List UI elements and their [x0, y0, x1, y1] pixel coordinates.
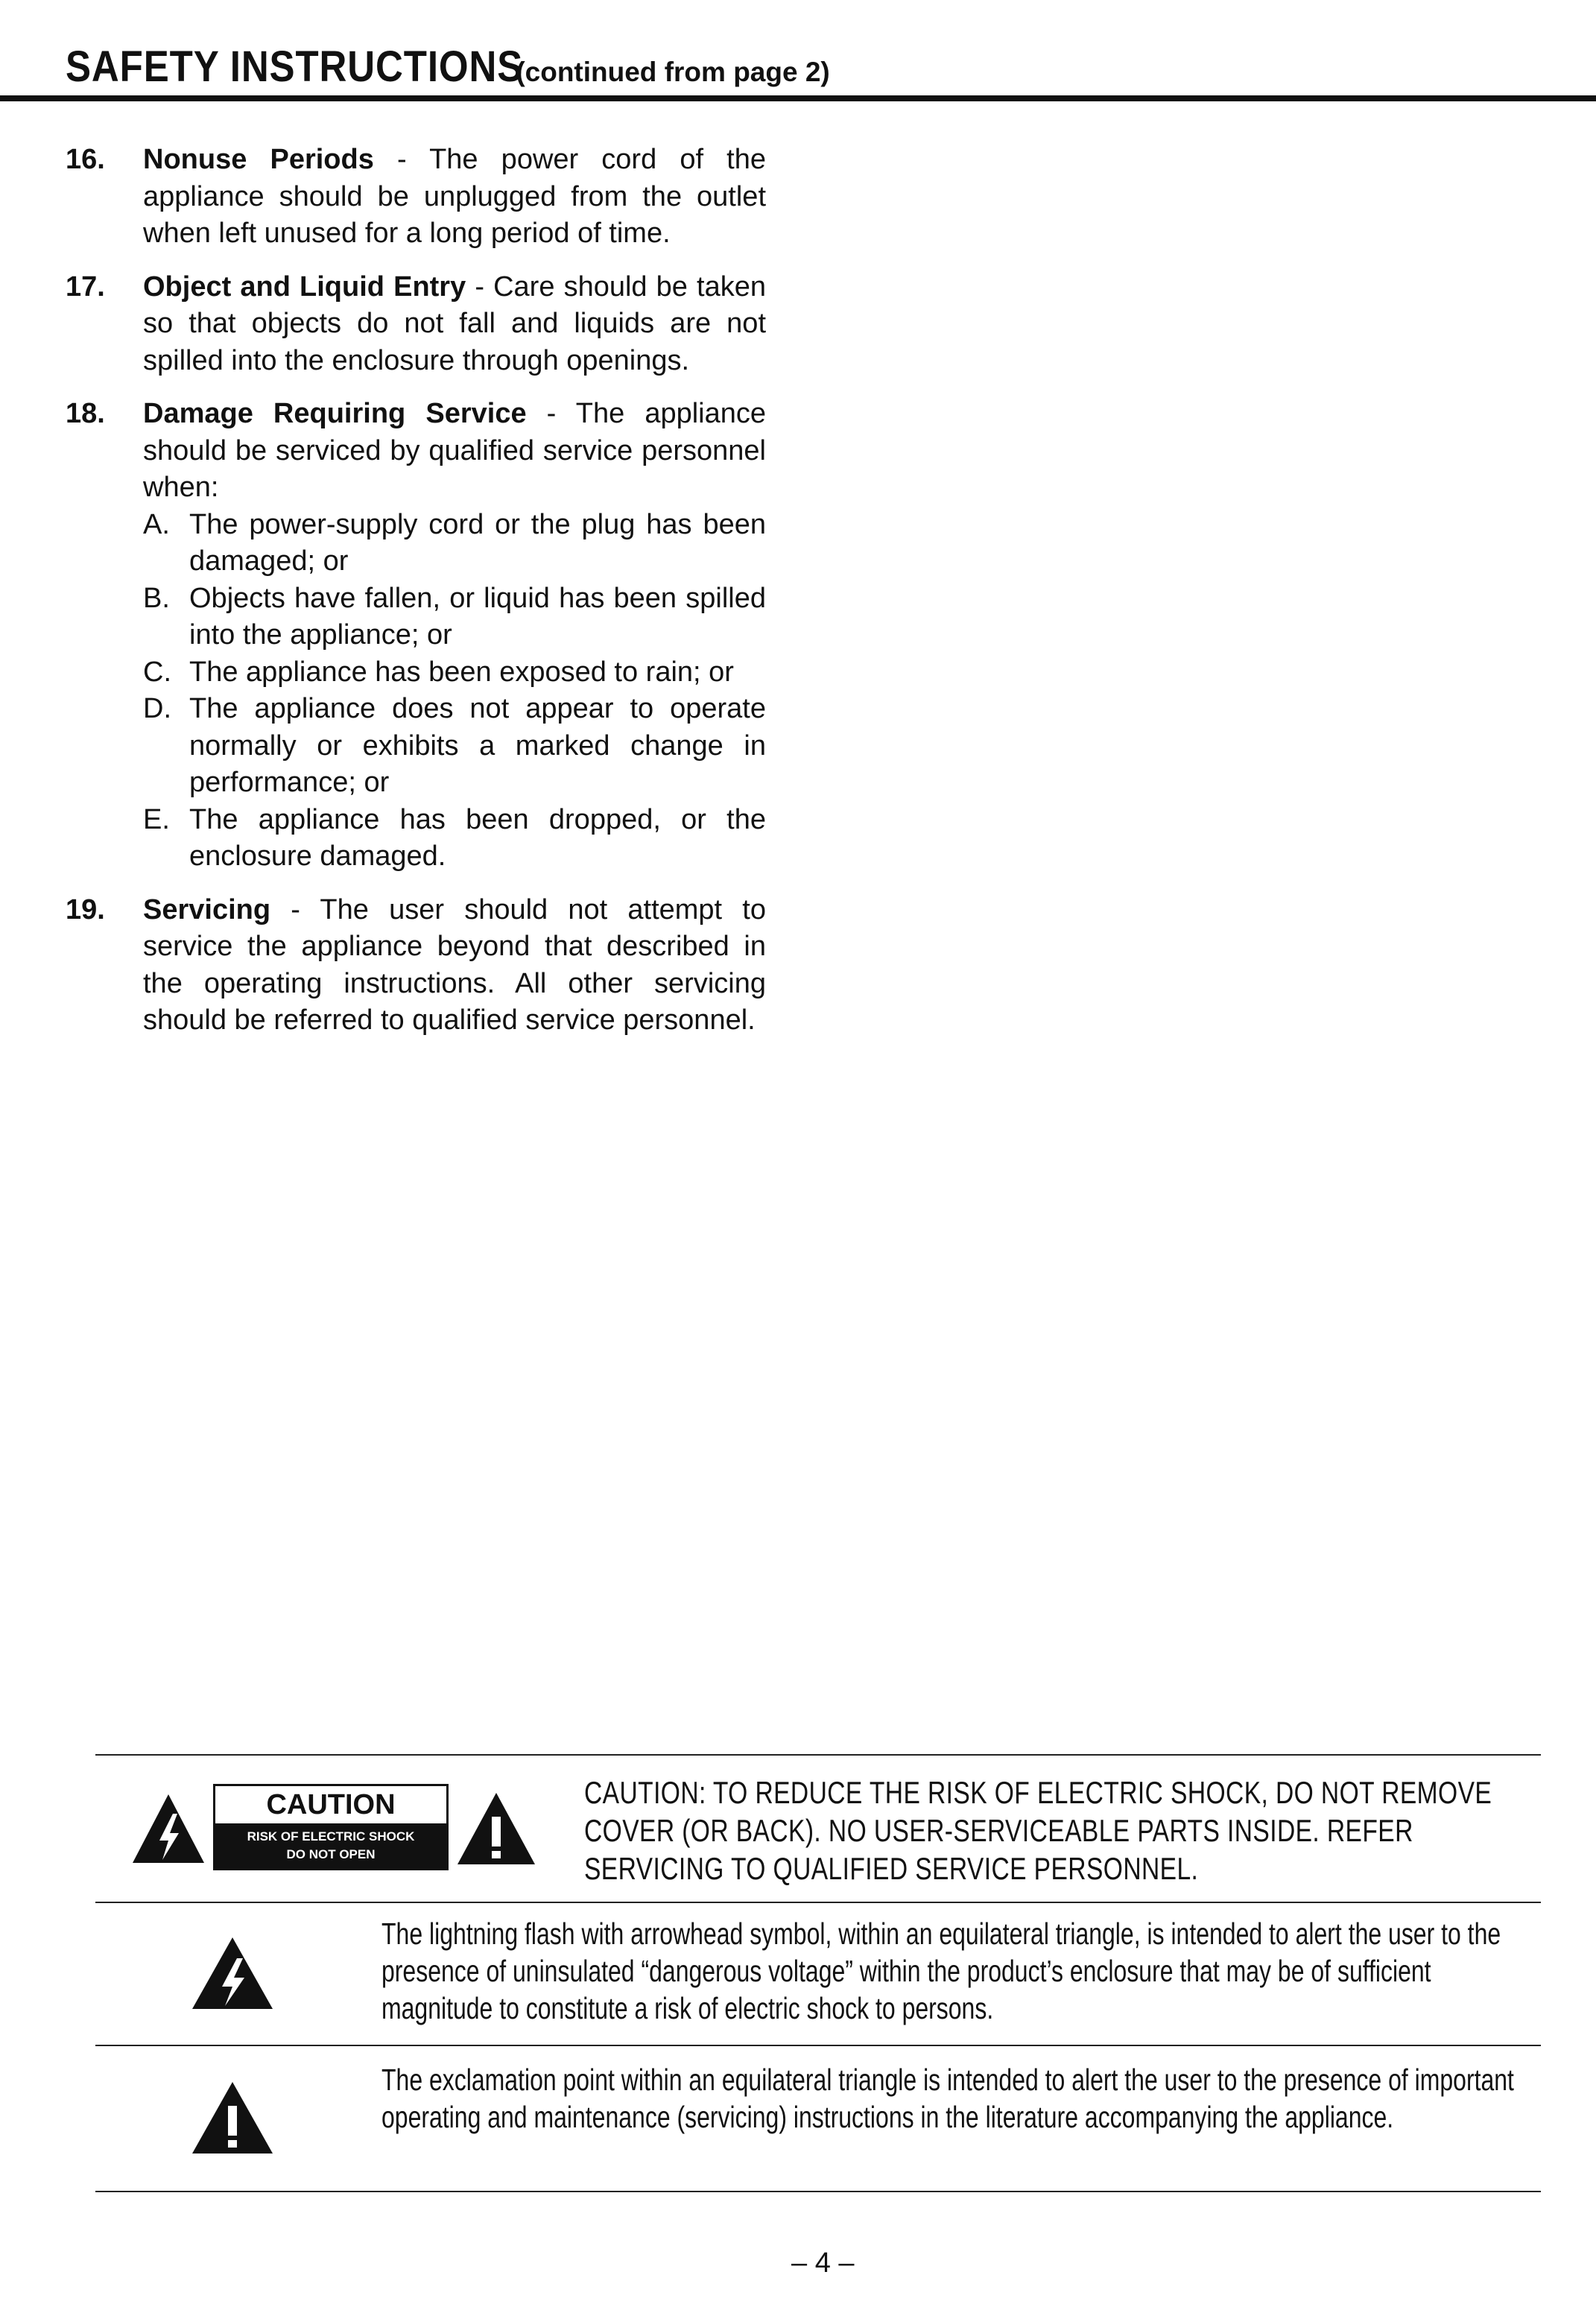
caution-text: CAUTION: TO REDUCE THE RISK OF ELECTRIC SHOCK, DO NOT REMOVE COVER (OR BACK). NO USER-SERVICEABLE PARTS INSIDE. REFER SERVICING TO QUALIFIED SERVICE PERSONNEL.	[584, 1775, 1492, 1886]
exclamation-triangle-icon	[455, 1790, 538, 1867]
item-number: 19.	[66, 893, 105, 925]
exclamation-explanation: The exclamation point within an equilateral triangle is intended to alert the user to the presence of important operating and maintenance (servicing) instructions in the literature accompanying the appliance.	[381, 2063, 1514, 2134]
sub-item-text: The appliance does not appear to operate normally or exhibits a marked change in performance; or	[189, 693, 766, 798]
caution-label-line1: RISK OF ELECTRIC SHOCK	[247, 1829, 415, 1844]
sub-item-letter: D.	[143, 693, 171, 724]
page-title: SAFETY INSTRUCTIONS	[66, 42, 524, 91]
item-text: - The user should not attempt to service the appliance beyond that described in the operating instructions. All other servicing should be referred to qualified service personnel.	[143, 893, 766, 1036]
list-item	[66, 892, 766, 1039]
sub-item-text: The appliance has been dropped, or the enclosure damaged.	[189, 803, 766, 872]
caution-label-line2: DO NOT OPEN	[286, 1847, 376, 1861]
sub-item	[143, 580, 766, 654]
sub-item	[143, 654, 766, 692]
item-number: 17.	[66, 270, 105, 303]
exclamation-triangle-icon	[189, 2079, 276, 2156]
caution-rule-2	[95, 2045, 1541, 2046]
sub-item-text: The appliance has been exposed to rain; or	[189, 656, 734, 688]
sub-item	[143, 802, 766, 876]
item-heading: Servicing	[143, 893, 271, 925]
list-item	[66, 269, 766, 380]
item-body	[143, 142, 766, 253]
lightning-explanation: The lightning flash with arrowhead symbol, within an equilateral triangle, is intended to alert the user to the presence of uninsulated “dangerous voltage” within the product’s enclosure that may be of sufficient magnitude to constitute a risk of electric shock to persons.	[381, 1917, 1501, 2025]
caution-label	[213, 1784, 449, 1870]
caution-label-title: CAUTION	[266, 1789, 396, 1820]
sub-item-letter: B.	[143, 582, 170, 614]
list-item	[66, 396, 766, 876]
header-rule	[0, 95, 1596, 101]
item-heading: Nonuse Periods	[143, 144, 374, 175]
item-heading: Object and Liquid Entry	[143, 270, 466, 303]
lightning-triangle-icon	[189, 1934, 276, 2012]
list-item	[66, 142, 766, 253]
item-number: 18.	[66, 398, 105, 429]
page-number: – 4 –	[791, 2247, 855, 2279]
item-text: - The appliance should be serviced by qualified service personnel when:	[143, 398, 767, 503]
item-text: - The power cord of the appliance should be unplugged from the outlet when left unused for a long period of time.	[143, 144, 766, 249]
lightning-triangle-icon	[130, 1791, 207, 1866]
caution-rule-1	[95, 1902, 1541, 1903]
item-number: 16.	[66, 144, 105, 175]
item-body	[143, 269, 766, 380]
sub-item-letter: E.	[143, 803, 170, 835]
sub-item-text: Objects have fallen, or liquid has been spilled into the appliance; or	[189, 582, 766, 651]
item-text: - Care should be taken so that objects do not fall and liquids are not spilled into the enclosure through openings.	[143, 270, 766, 376]
sub-item-text: The power-supply cord or the plug has been damaged; or	[189, 508, 766, 577]
page-header	[66, 42, 1526, 92]
caution-rule-bottom	[95, 2191, 1541, 2192]
sub-item	[143, 507, 766, 580]
sub-item	[143, 691, 766, 802]
page-subtitle: (continued from page 2)	[516, 57, 830, 87]
item-body	[143, 892, 766, 1039]
sub-item-letter: C.	[143, 656, 171, 688]
sub-item-letter: A.	[143, 508, 170, 540]
safety-items-list	[66, 142, 766, 1056]
item-heading: Damage Requiring Service	[143, 398, 527, 429]
caution-label-subtitle	[215, 1823, 446, 1868]
item-body	[143, 396, 766, 876]
caution-rule-top	[95, 1754, 1541, 1756]
